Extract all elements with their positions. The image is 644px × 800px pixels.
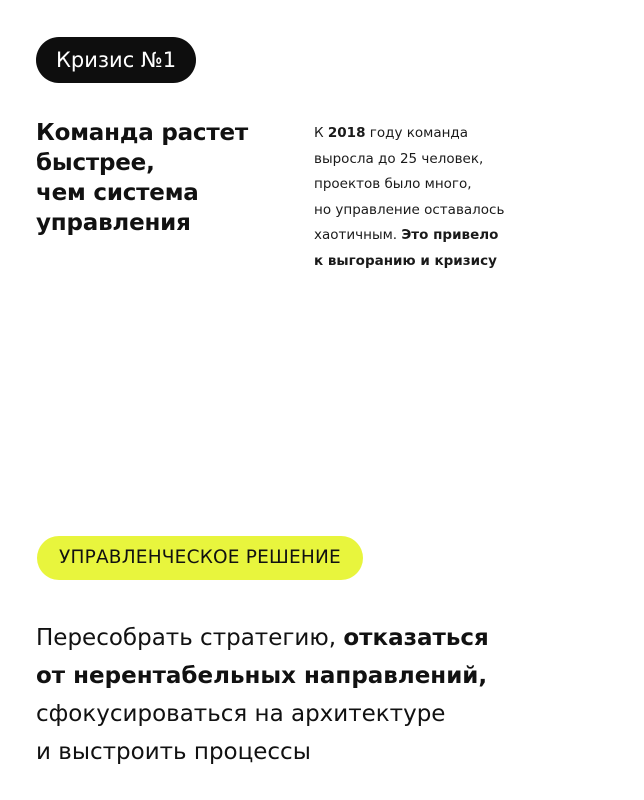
decision-text <box>36 619 626 771</box>
description-emphasis: Это привело <box>401 227 499 243</box>
decision-line: сфокусироваться на архитектуре <box>36 701 446 727</box>
decision-badge: УПРАВЛЕНЧЕСКОЕ РЕШЕНИЕ <box>37 536 363 580</box>
description-line: выросла до 25 человек, <box>314 150 484 167</box>
decision-plain: Пересобрать стратегию, <box>36 625 344 651</box>
crisis-badge: Кризис №1 <box>36 37 196 83</box>
description-line <box>314 121 614 147</box>
headline-line: управления <box>36 210 191 236</box>
description-emphasis: к выгоранию и кризису <box>314 252 497 269</box>
decision-line <box>36 657 626 695</box>
headline-line: Команда растет <box>36 120 248 146</box>
description-text: К <box>314 125 328 141</box>
decision-line <box>36 619 626 657</box>
description-line: проектов было много, <box>314 176 472 192</box>
description-line <box>314 223 614 249</box>
description-year: 2018 <box>327 125 366 141</box>
decision-emphasis: от нерентабельных направлений, <box>36 663 488 689</box>
crisis-description <box>314 121 614 274</box>
description-text: хаотичным. <box>314 227 402 243</box>
headline-line: быстрее, <box>36 150 155 176</box>
description-text: году команда <box>365 125 469 141</box>
description-line: но управление оставалось <box>314 201 505 218</box>
description-line <box>314 249 614 275</box>
decision-emphasis: отказаться <box>343 625 489 651</box>
decision-line: и выстроить процессы <box>36 739 311 765</box>
headline <box>36 118 296 238</box>
headline-line: чем система <box>36 180 199 206</box>
